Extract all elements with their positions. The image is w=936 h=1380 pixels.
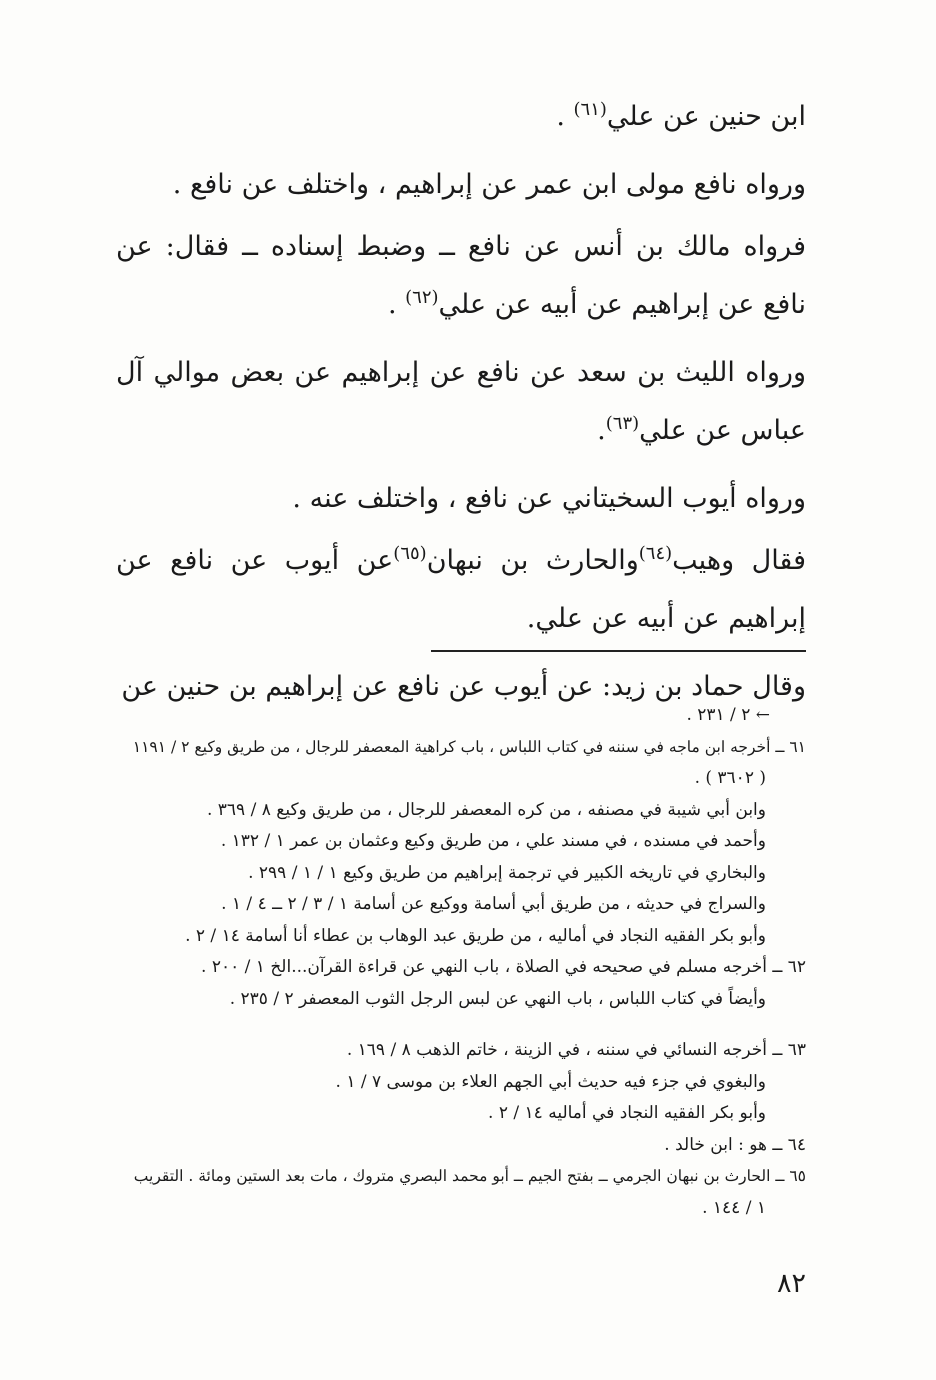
footnote-ref-64[interactable]: (٦٤) xyxy=(638,543,673,564)
main-text xyxy=(116,88,806,726)
footnote-ref-61[interactable]: (٦١) xyxy=(573,99,607,120)
footnote-ref-65[interactable]: (٦٥) xyxy=(393,543,427,564)
footnote-separator xyxy=(431,650,806,652)
page-number: ٨٢ xyxy=(776,1268,806,1299)
paragraph-5: ورواه أيوب السخيتاني عن نافع ، واختلف عنه . xyxy=(292,483,806,514)
footnote-carryover: ← ٢ / ٢٣١ . xyxy=(686,705,770,725)
paragraph-4: ورواه الليث بن سعد عن نافع عن إبراهيم عن بعض موالي آل عباس عن علي$^{(٦٣)}$. xyxy=(116,357,806,446)
footnote-65: ٦٥ ــ الحارث بن نبهان الجرمي ــ بفتح الجيم ــ أبو محمد البصري متروك ، مات بعد الستين ومائة . التقريب xyxy=(133,1167,806,1185)
footnote-61-line: والبخاري في تاريخه الكبير في ترجمة إبراهيم من طريق وكيع ١ / ١ / ٢٩٩ . xyxy=(248,862,766,883)
footnote-65-cont: ١ / ١٤٤ . xyxy=(702,1197,766,1218)
footnote-63-line: والبغوي في جزء فيه حديث أبي الجهم العلاء بن موسى ٧ / ١ . xyxy=(335,1071,766,1092)
paragraph-3: فرواه مالك بن أنس عن نافع ــ وضبط إسناده ــ فقال: عن نافع عن إبراهيم عن أبيه عن علي$^{(٦٢)}$ . xyxy=(116,231,806,320)
footnote-ref-62[interactable]: (٦٢) xyxy=(405,287,439,308)
footnote-61-cont: ( ٣٦٠٢ ) . xyxy=(694,768,766,788)
footnote-61-line: وابن أبي شيبة في مصنفه ، من كره المعصفر للرجال ، من طريق وكيع ٨ / ٣٦٩ . xyxy=(206,799,766,820)
paragraph-6: فقال وهيب$^{(٦٤)}$والحارث بن نبهان$^{(٦٥)}$عن أيوب عن نافع عن إبراهيم عن أبيه عن علي. xyxy=(116,543,806,634)
footnote-61-line: وأبو بكر الفقيه النجاد في أماليه ، من طريق عبد الوهاب بن عطاء أنا أسامة ١٤ / ٢ . xyxy=(185,925,766,946)
footnote-ref-63[interactable]: (٦٣) xyxy=(605,413,640,434)
paragraph-2: ورواه نافع مولى ابن عمر عن إبراهيم ، واختلف عن نافع . xyxy=(172,169,806,200)
footnotes xyxy=(116,700,806,1224)
paragraph-7: وقال حماد بن زيد: عن أيوب عن نافع عن إبراهيم بن حنين عن xyxy=(121,671,806,702)
footnote-63-line: وأبو بكر الفقيه النجاد في أماليه ١٤ / ٢ . xyxy=(488,1103,766,1123)
footnote-64: ٦٤ ــ هو : ابن خالد . xyxy=(664,1134,806,1155)
footnote-62: ٦٢ ــ أخرجه مسلم في صحيحه في الصلاة ، باب النهي عن قراءة القرآن...الخ ١ / ٢٠٠ . xyxy=(201,957,806,977)
footnote-62-line: وأيضاً في كتاب اللباس ، باب النهي عن لبس الرجل الثوب المعصفر ٢ / ٢٣٥ . xyxy=(229,988,766,1009)
footnote-63: ٦٣ ــ أخرجه النسائي في سننه ، في الزينة ، خاتم الذهب ٨ / ١٦٩ . xyxy=(346,1040,806,1060)
footnote-61: ٦١ ــ أخرجه ابن ماجه في سننه في كتاب اللباس ، باب كراهية المعصفر للرجال ، من طريق وكيع ٢ / ١١٩١ xyxy=(132,737,806,756)
footnote-61-line: والسراج في حديثه ، من طريق أبي أسامة ووكيع عن أسامة ١ / ٣ / ٢ ــ ٤ / ١ . xyxy=(221,894,766,914)
footnote-61-line: وأحمد في مسنده ، في مسند علي ، من طريق وكيع وعثمان بن عمر ١ / ١٣٢ . xyxy=(220,831,766,851)
paragraph-1: ابن حنين عن علي$^{(٦١)}$ . xyxy=(556,99,806,132)
